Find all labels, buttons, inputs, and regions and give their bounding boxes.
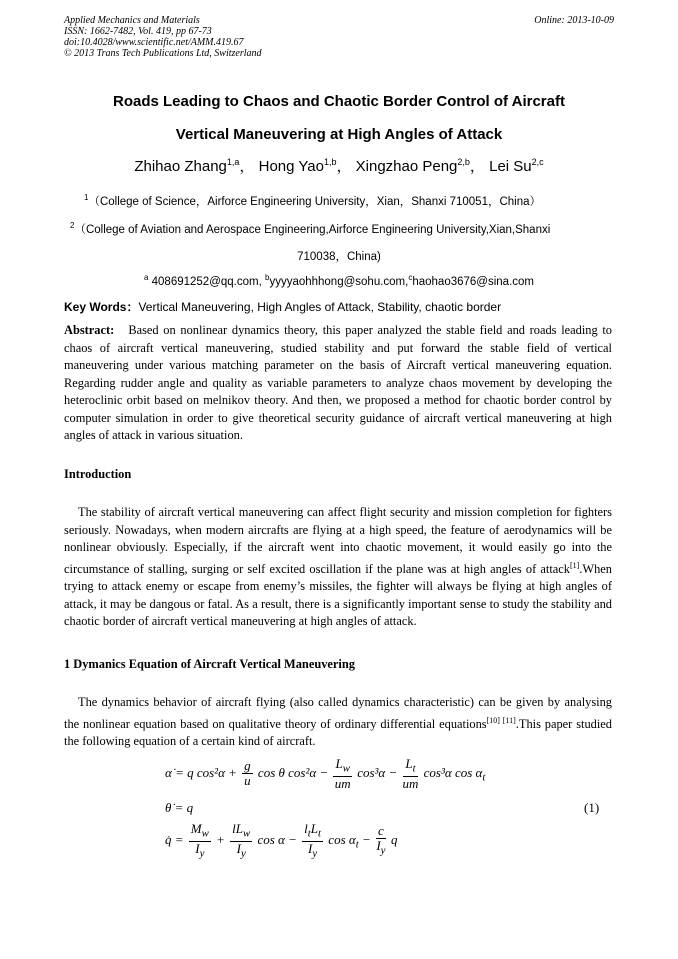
equation-line-3: q̇ = $\frac{M_w}{I_y}$ + $\frac{lL_w}{I_y}$ cos α − $\frac{l_tL_t}{I_y}$ $\cos \alpha_t$ − $\frac{c}{I_y}$ q <box>165 821 398 860</box>
copyright: © 2013 Trans Tech Publications Ltd, Switzerland <box>64 48 262 59</box>
journal-name: Applied Mechanics and Materials <box>64 15 200 26</box>
introduction-heading: Introduction <box>64 467 132 481</box>
author-list: Zhihao Zhang$^{1,a}$， Hong Yao$^{1,b}$， Xingzhao Peng$^{2,b}$， Lei Su$^{2,c}$ <box>134 157 544 175</box>
keywords-label: Key Words： <box>64 300 139 314</box>
emails: $^a$ 408691252@qq.com, $^b$yyyyaohhhong@sohu.com,$^c$haohao3676@sina.com <box>143 273 534 288</box>
equation-line-2: θ̇ = q <box>165 800 194 815</box>
abstract-label: Abstract: <box>64 323 115 337</box>
author-name: Xingzhao Peng <box>355 158 458 175</box>
doi: doi:10.4028/www.scientific.net/AMM.419.67 <box>64 37 244 48</box>
citation: [10] [11] <box>486 715 516 725</box>
affiliation-1: $^1$（College of Science，Airforce Engineering University，Xian，Shanxi 710051，China） <box>84 193 542 208</box>
affiliation-2: $^2$（College of Aviation and Aerospace Engineering,Airforce Engineering University,Xian,Shanxi <box>70 221 551 236</box>
affiliation-2-cont: 710038，China) <box>297 251 381 263</box>
journal-header <box>64 15 262 59</box>
author-name: Zhihao Zhang <box>134 158 227 175</box>
online-date: Online: 2013-10-09 <box>534 15 614 26</box>
author-name: Lei Su <box>489 158 532 175</box>
introduction-paragraph: The stability of aircraft vertical maneuvering can affect flight security and mission completion for fighters seriously. Nowadays, when modern aircrafts are flying at a high speed, the feature of aerodynamics will be nonlinear obviously. Especially, if the aircraft went into chaotic movement, it would easily go into the circumstance of stalling, surging or self excited oscillation if the plane was at high angles of attack[1].When trying to attack enemy or escape from enemy’s missiles, the fighter will always be flying at high angles of attack, it may be dangous or fatal. As a result, there is a significantly important sense to study the stability and chaotic border of aircraft vertical maneuvering at high angles of attack. <box>64 505 612 629</box>
paper-title-line2: Vertical Maneuvering at High Angles of Attack <box>175 126 503 143</box>
equation-number: (1) <box>584 800 600 815</box>
citation: [1] <box>569 560 580 570</box>
equation-line-1: α̇ = q cos²α + $\frac{g}{u}$ cos θ cos²α − $\frac{L_w}{um}$ cos³α − $\frac{L_t}{um}$ cos³α $\cos \alpha_t$ <box>165 756 486 791</box>
paper-title-line1: Roads Leading to Chaos and Chaotic Border Control of Aircraft <box>113 93 565 110</box>
section-1-paragraph: The dynamics behavior of aircraft flying (also called dynamics characteristic) can be given by analysing the nonlinear equation based on qualitative theory of ordinary differential equations[10] [11].This paper studied the following equation of a certain kind of aircraft. <box>64 695 612 749</box>
abstract: Abstract: Based on nonlinear dynamics theory, this paper analyzed the stable field and roads leading to chaos of aircraft vertical maneuvering, studied stability and put forward the stable field of vertical maneuvering under various matching parameter on the basis of Aircraft vertical maneuvering equation. Regarding rudder angle and quality as variable parameters to analyze chaos movement by developing the heteroclinic orbit based on melnikov theory. And then, we proposed a method for chaotic border control by computer simulation in order to give theoretical security guidance of aircraft vertical maneuvering at high angles of attack in various situation. <box>64 323 612 442</box>
section-1-heading: 1 Dymanics Equation of Aircraft Vertical Maneuvering <box>64 657 355 671</box>
author-name: Hong Yao <box>258 158 324 175</box>
keywords: Key Words：Vertical Maneuvering, High Angles of Attack, Stability, chaotic border <box>64 300 502 314</box>
issn: ISSN: 1662-7482, Vol. 419, pp 67-73 <box>64 26 212 37</box>
